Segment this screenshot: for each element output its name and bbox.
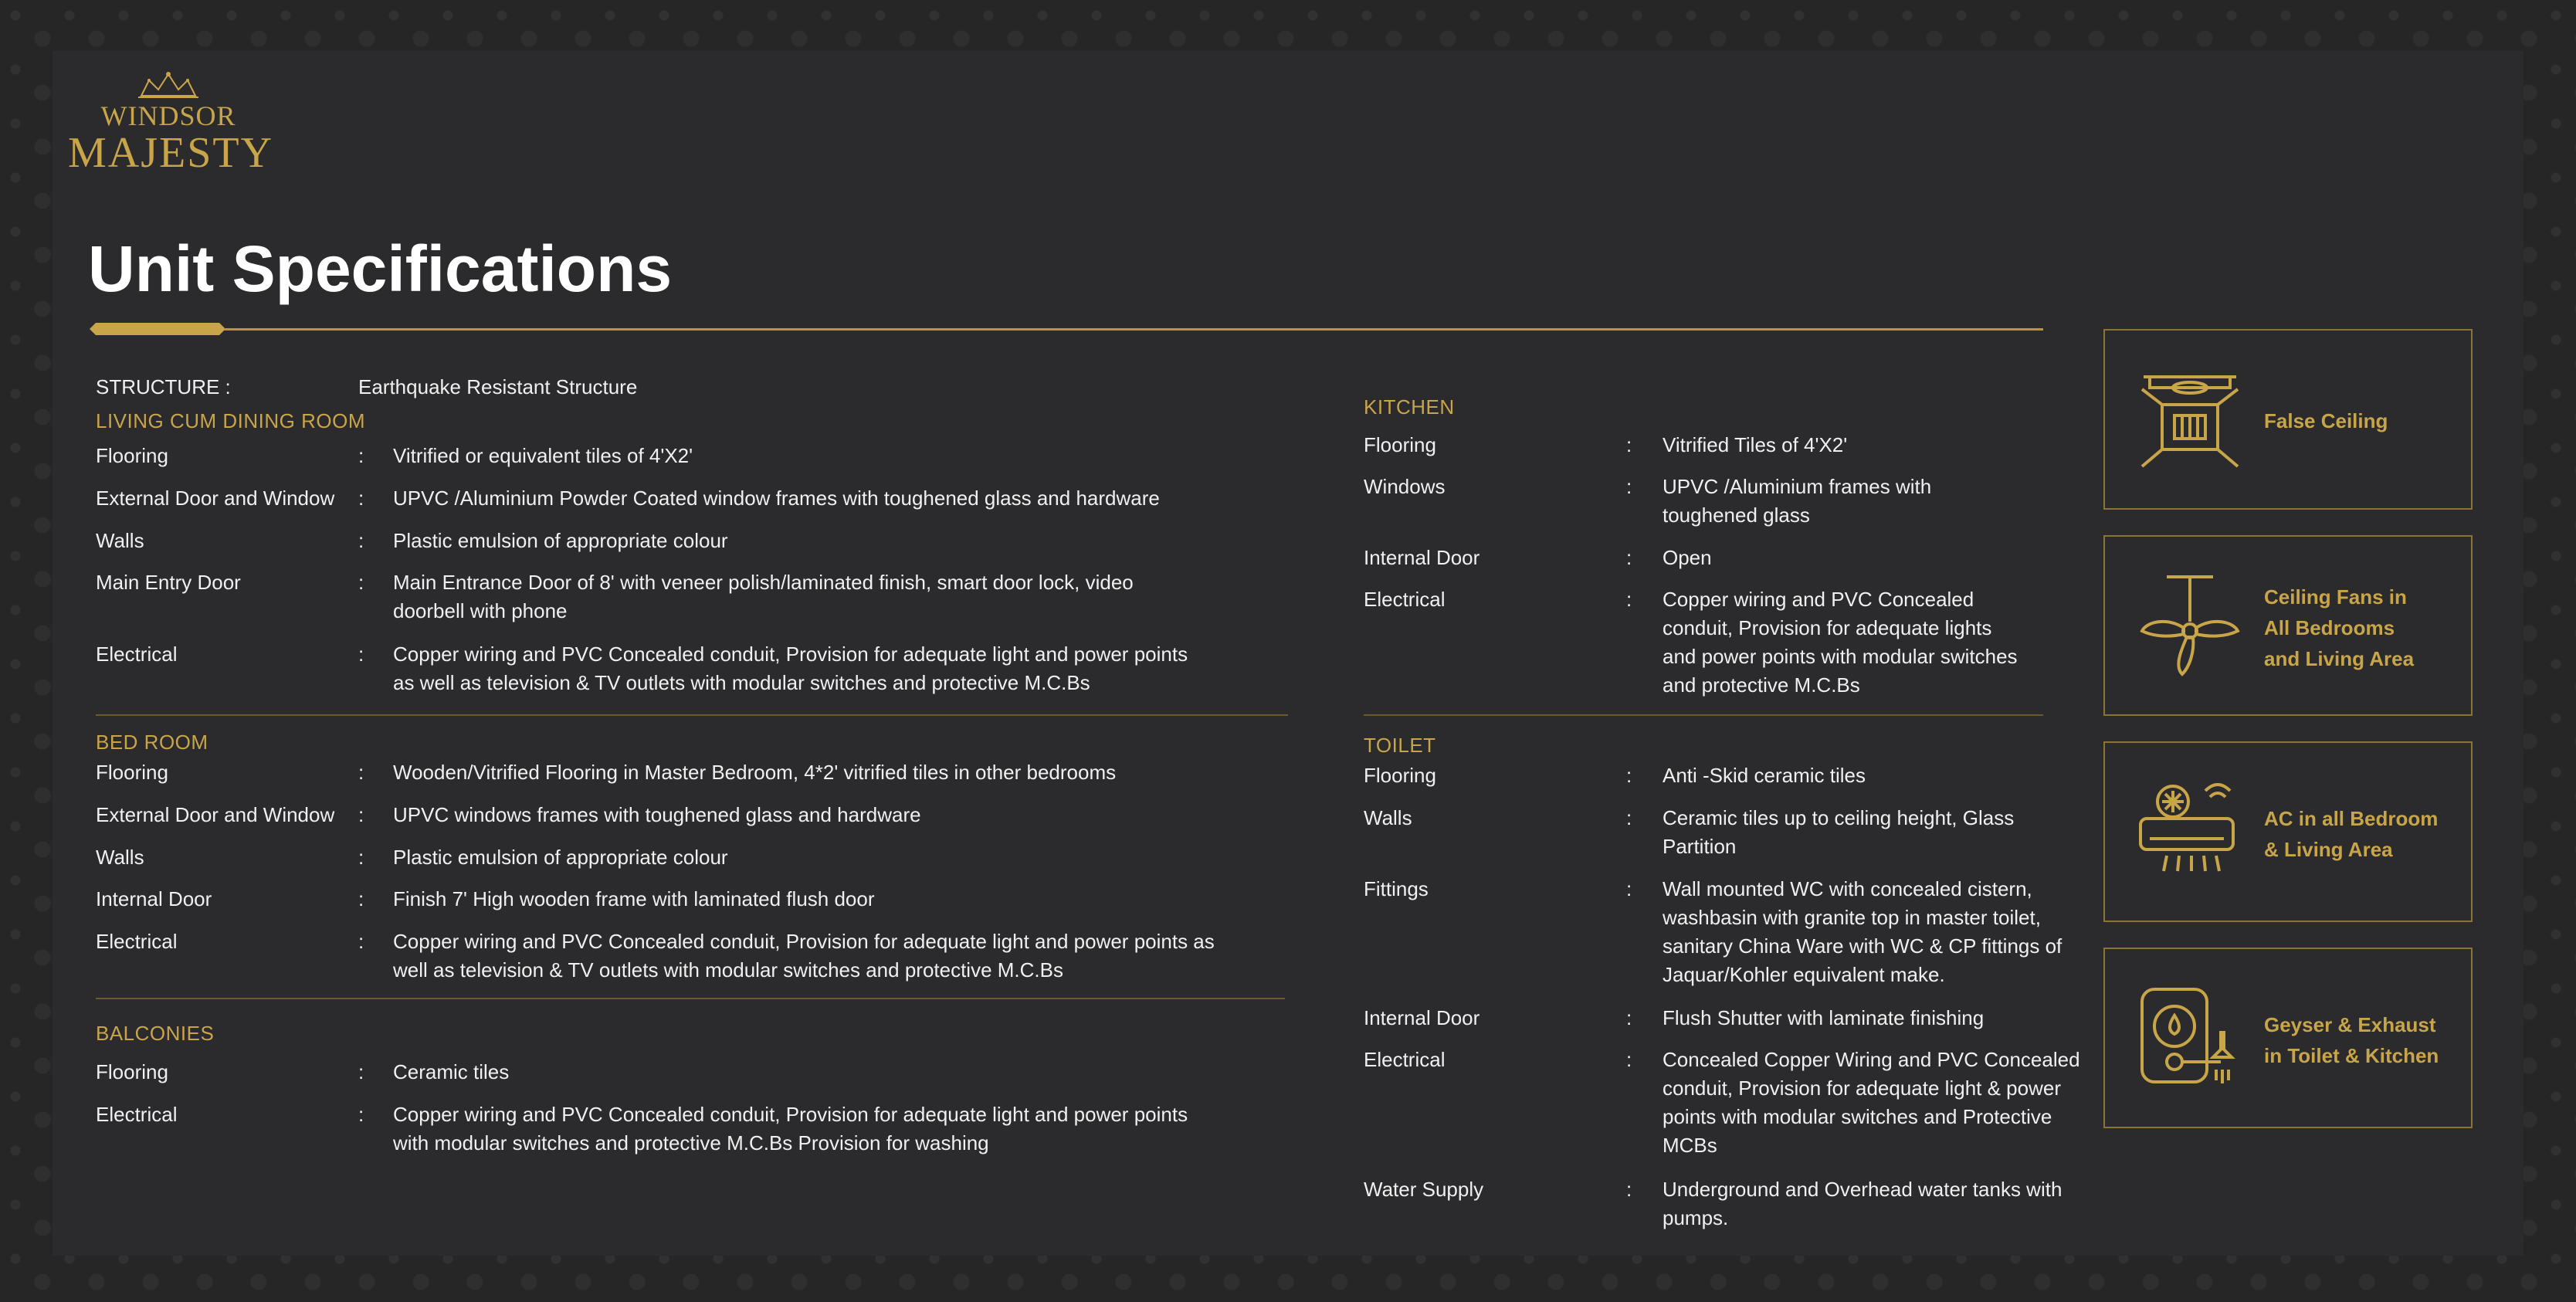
spec-separator: : <box>1626 588 1632 611</box>
feature-card-ceiling-fan <box>2103 535 2473 716</box>
spec-value: Copper wiring and PVC Concealed conduit, Provision for adequate light and power points as well as television & TV outlets with modular switches and protective M.C.Bs <box>393 643 1188 694</box>
spec-value: Concealed Copper Wiring and PVC Concealed conduit, Provision for adequate light & power points with modular switches and Protective MCBs <box>1663 1048 2080 1157</box>
living-heading: LIVING CUM DINING ROOM <box>96 409 366 432</box>
spec-separator: : <box>358 643 364 666</box>
spec-separator: : <box>358 803 364 826</box>
spec-value: Vitrified Tiles of 4'X2' <box>1663 433 1848 456</box>
spec-label: Flooring <box>96 761 168 784</box>
feature-card-false-ceiling <box>2103 329 2473 510</box>
spec-label: Internal Door <box>1364 1006 1480 1029</box>
spec-value: Copper wiring and PVC Concealed conduit, Provision for adequate light and power points as well as television & TV outlets with modular switches and protective M.C.Bs <box>393 930 1215 982</box>
bedroom-heading: BED ROOM <box>96 731 208 754</box>
title-underline-rule <box>224 328 2043 331</box>
spec-separator: : <box>1626 764 1632 787</box>
brand-name-line2: MAJESTY <box>68 129 274 177</box>
spec-separator: : <box>358 487 364 510</box>
spec-value: Plastic emulsion of appropriate colour <box>393 846 728 869</box>
ceiling-fan-icon <box>2136 571 2244 679</box>
spec-label: Walls <box>1364 806 1412 829</box>
divider <box>96 714 1288 716</box>
spec-value: UPVC /Aluminium frames with toughened glass <box>1663 475 1932 527</box>
spec-label: Flooring <box>96 1060 168 1083</box>
spec-value: UPVC windows frames with toughened glass and hardware <box>393 803 921 826</box>
toilet-heading: TOILET <box>1364 734 1436 757</box>
spec-separator: : <box>358 444 364 467</box>
spec-label: Electrical <box>1364 1048 1446 1071</box>
spec-value: Copper wiring and PVC Concealed conduit, Provision for adequate light and power points with modular switches and protective M.C.Bs Provision for washing <box>393 1103 1188 1155</box>
spec-separator: : <box>1626 433 1632 456</box>
feature-card-geyser <box>2103 948 2473 1128</box>
spec-label: Windows <box>1364 475 1446 498</box>
spec-label: Internal Door <box>1364 546 1480 569</box>
spec-value: UPVC /Aluminium Powder Coated window frames with toughened glass and hardware <box>393 487 1160 510</box>
spec-separator: : <box>1626 1048 1632 1071</box>
spec-label: External Door and Window <box>96 803 335 826</box>
spec-label: Main Entry Door <box>96 571 241 594</box>
spec-value: Open <box>1663 546 1712 569</box>
spec-value: Main Entrance Door of 8' with veneer polish/laminated finish, smart door lock, video doorbell with phone <box>393 571 1134 622</box>
spec-label: Walls <box>96 846 144 869</box>
spec-value: Wall mounted WC with concealed cistern, washbasin with granite top in master toilet, sanitary China Ware with WC & CP fittings of Jaquar/Kohler equivalent make. <box>1663 877 2062 986</box>
feature-card-ac <box>2103 741 2473 922</box>
title-underline-accent <box>90 321 225 337</box>
balconies-heading: BALCONIES <box>96 1022 215 1045</box>
brand-name-line1: WINDSOR <box>100 100 236 131</box>
spec-value: Ceramic tiles up to ceiling height, Glass Partition <box>1663 806 2015 858</box>
spec-label: Electrical <box>96 1103 178 1126</box>
spec-label: Walls <box>96 529 144 552</box>
spec-separator: : <box>358 529 364 552</box>
spec-separator: : <box>358 571 364 594</box>
feature-label: False Ceiling <box>2264 409 2388 432</box>
spec-label: Flooring <box>96 444 168 467</box>
spec-value: Ceramic tiles <box>393 1060 510 1083</box>
spec-label: Electrical <box>96 643 178 666</box>
air-conditioner-icon <box>2136 777 2244 885</box>
spec-separator: : <box>1626 546 1632 569</box>
spec-separator: : <box>358 887 364 910</box>
spec-separator: : <box>1626 1006 1632 1029</box>
feature-label: Ceiling Fans in All Bedrooms and Living Area <box>2264 585 2415 670</box>
false-ceiling-icon <box>2136 364 2244 473</box>
structure-label: STRUCTURE : <box>96 375 231 398</box>
spec-separator: : <box>358 761 364 784</box>
spec-separator: : <box>358 1103 364 1126</box>
spec-value: Copper wiring and PVC Concealed conduit, Provision for adequate lights and power points with modular switches and protective M.C.Bs <box>1663 588 2018 697</box>
spec-separator: : <box>1626 475 1632 498</box>
spec-label: Water Supply <box>1364 1178 1484 1201</box>
spec-separator: : <box>1626 1178 1632 1201</box>
divider <box>1364 714 2043 716</box>
spec-separator: : <box>1626 877 1632 900</box>
spec-label: Flooring <box>1364 764 1436 787</box>
brand-logo <box>68 70 274 185</box>
spec-label: Fittings <box>1364 877 1429 900</box>
spec-label: Internal Door <box>96 887 212 910</box>
spec-label: Flooring <box>1364 433 1436 456</box>
spec-value: Vitrified or equivalent tiles of 4'X2' <box>393 444 693 467</box>
kitchen-heading: KITCHEN <box>1364 395 1455 419</box>
spec-separator: : <box>1626 806 1632 829</box>
spec-separator: : <box>358 1060 364 1083</box>
spec-value: Plastic emulsion of appropriate colour <box>393 529 728 552</box>
structure-value: Earthquake Resistant Structure <box>358 375 638 398</box>
spec-value: Wooden/Vitrified Flooring in Master Bedroom, 4*2' vitrified tiles in other bedrooms <box>393 761 1117 784</box>
crown-icon <box>134 70 203 100</box>
spec-value: Underground and Overhead water tanks with pumps. <box>1663 1178 2062 1229</box>
spec-label: Electrical <box>1364 588 1446 611</box>
spec-separator: : <box>358 846 364 869</box>
spec-label: Electrical <box>96 930 178 953</box>
divider <box>96 998 1285 999</box>
spec-value: Flush Shutter with laminate finishing <box>1663 1006 1985 1029</box>
spec-value: Anti -Skid ceramic tiles <box>1663 764 1866 787</box>
feature-label: AC in all Bedroom & Living Area <box>2264 807 2439 861</box>
feature-label: Geyser & Exhaust in Toilet & Kitchen <box>2264 1013 2439 1067</box>
page-title: Unit Specifications <box>88 232 673 305</box>
geyser-exhaust-icon <box>2136 983 2244 1091</box>
spec-label: External Door and Window <box>96 487 335 510</box>
spec-separator: : <box>358 930 364 953</box>
spec-value: Finish 7' High wooden frame with laminated flush door <box>393 887 875 910</box>
